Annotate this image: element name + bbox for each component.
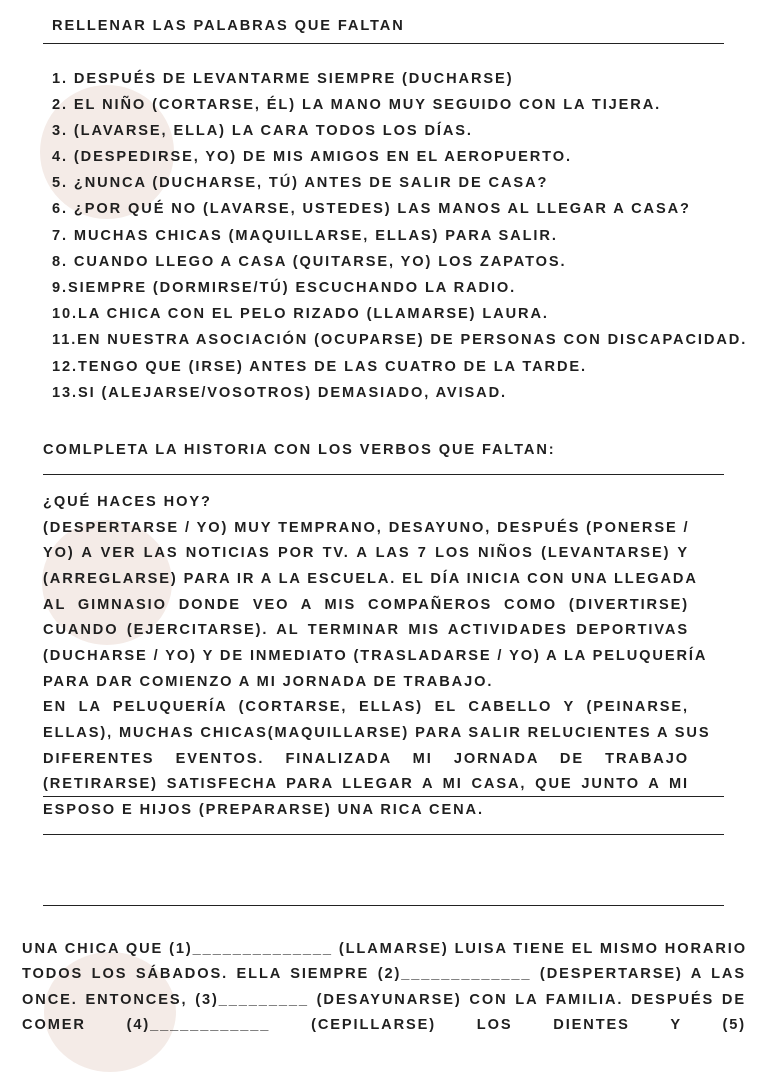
story-line: AL GIMNASIO DONDE VEO A MIS COMPAÑEROS COMO (DIVERTIRSE) [43, 597, 689, 613]
exercise-item: 6. ¿POR QUÉ NO (LAVARSE, USTEDES) LAS MANOS AL LLEGAR A CASA? [52, 201, 691, 217]
exercise-item: 5. ¿NUNCA (DUCHARSE, TÚ) ANTES DE SALIR DE CASA? [52, 175, 549, 191]
divider [43, 43, 724, 44]
story-title: ¿QUÉ HACES HOY? [43, 494, 212, 510]
divider [43, 834, 724, 835]
cloze-line: TODOS LOS SÁBADOS. ELLA SIEMPRE (2)_____________ (DESPERTARSE) A LAS [22, 966, 746, 982]
exercise-item: 7. MUCHAS CHICAS (MAQUILLARSE, ELLAS) PARA SALIR. [52, 228, 558, 244]
section2-title: COMLPLETA LA HISTORIA CON LOS VERBOS QUE FALTAN: [43, 442, 556, 458]
exercise-item: 13.SI (ALEJARSE/VOSOTROS) DEMASIADO, AVISAD. [52, 385, 507, 401]
divider [43, 474, 724, 475]
story-line: (DUCHARSE / YO) Y DE INMEDIATO (TRASLADARSE / YO) A LA PELUQUERÍA [43, 648, 708, 664]
divider [43, 796, 724, 797]
cloze-line: UNA CHICA QUE (1)______________ (LLAMARSE) LUISA TIENE EL MISMO HORARIO [22, 941, 747, 957]
exercise-item: 10.LA CHICA CON EL PELO RIZADO (LLAMARSE) LAURA. [52, 306, 549, 322]
story-line: CUANDO (EJERCITARSE). AL TERMINAR MIS ACTIVIDADES DEPORTIVAS [43, 622, 689, 638]
exercise-item: 8. CUANDO LLEGO A CASA (QUITARSE, YO) LOS ZAPATOS. [52, 254, 567, 270]
story-line: PARA DAR COMIENZO A MI JORNADA DE TRABAJO. [43, 674, 494, 690]
exercise-item: 2. EL NIÑO (CORTARSE, ÉL) LA MANO MUY SEGUIDO CON LA TIJERA. [52, 97, 662, 113]
cloze-line: ONCE. ENTONCES, (3)_________ (DESAYUNARSE) CON LA FAMILIA. DESPUÉS DE [22, 992, 746, 1008]
exercise-item: 4. (DESPEDIRSE, YO) DE MIS AMIGOS EN EL AEROPUERTO. [52, 149, 572, 165]
story-line: DIFERENTES EVENTOS. FINALIZADA MI JORNADA DE TRABAJO [43, 751, 689, 767]
exercise-item: 3. (LAVARSE, ELLA) LA CARA TODOS LOS DÍAS. [52, 123, 473, 139]
story-line: (RETIRARSE) SATISFECHA PARA LLEGAR A MI CASA, QUE JUNTO A MI [43, 776, 689, 792]
story-line: (ARREGLARSE) PARA IR A LA ESCUELA. EL DÍA INICIA CON UNA LLEGADA [43, 571, 698, 587]
story-line: ESPOSO E HIJOS (PREPARARSE) UNA RICA CENA. [43, 802, 484, 818]
story-line: (DESPERTARSE / YO) MUY TEMPRANO, DESAYUNO, DESPUÉS (PONERSE / [43, 520, 690, 536]
exercise-item: 12.TENGO QUE (IRSE) ANTES DE LAS CUATRO DE LA TARDE. [52, 359, 588, 375]
cloze-line: COMER (4)____________ (CEPILLARSE) LOS DIENTES Y (5) [22, 1017, 746, 1033]
divider [43, 905, 724, 906]
exercise-item: 11.EN NUESTRA ASOCIACIÓN (OCUPARSE) DE PERSONAS CON DISCAPACIDAD. [52, 332, 748, 348]
section1-title: RELLENAR LAS PALABRAS QUE FALTAN [52, 18, 405, 34]
exercise-item: 1. DESPUÉS DE LEVANTARME SIEMPRE (DUCHARSE) [52, 71, 514, 87]
story-line: YO) A VER LAS NOTICIAS POR TV. A LAS 7 LOS NIÑOS (LEVANTARSE) Y [43, 545, 689, 561]
story-line: ELLAS), MUCHAS CHICAS(MAQUILLARSE) PARA SALIR RELUCIENTES A SUS [43, 725, 711, 741]
story-line: EN LA PELUQUERÍA (CORTARSE, ELLAS) EL CABELLO Y (PEINARSE, [43, 699, 689, 715]
exercise-item: 9.SIEMPRE (DORMIRSE/TÚ) ESCUCHANDO LA RADIO. [52, 280, 517, 296]
